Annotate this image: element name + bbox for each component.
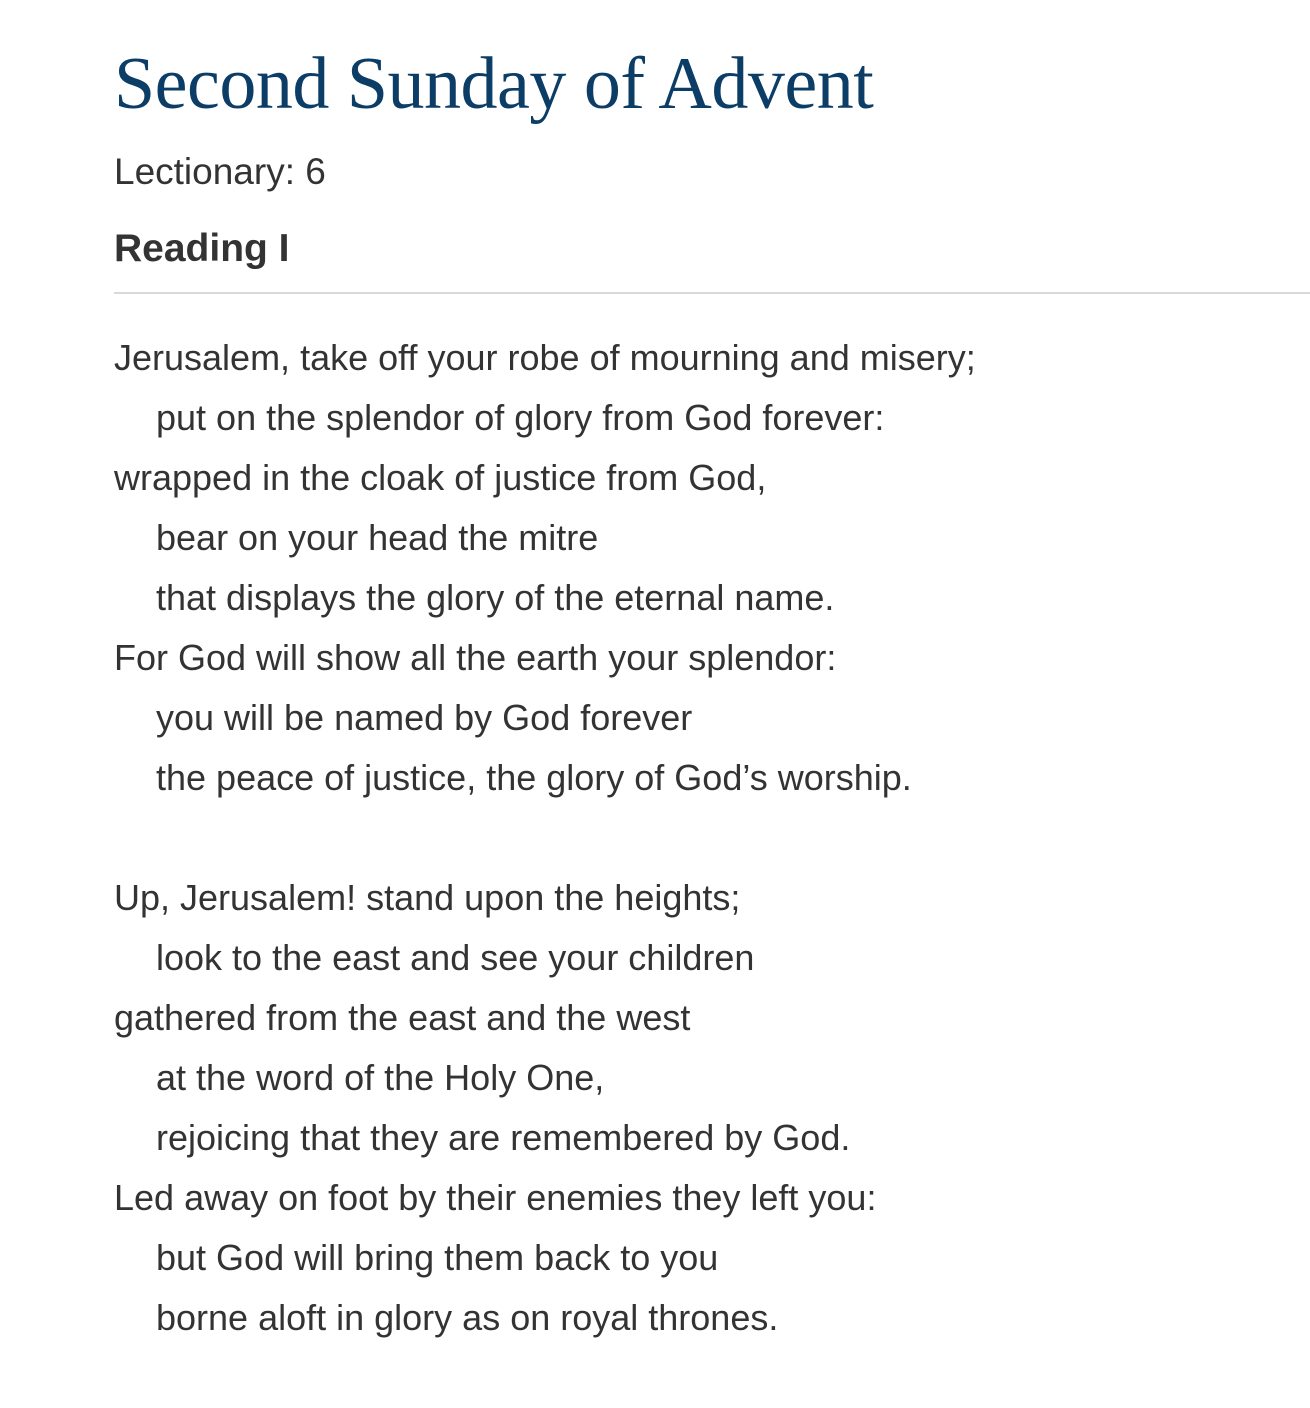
verse-line: look to the east and see your children: [156, 937, 755, 978]
verse-line: bear on your head the mitre: [156, 517, 599, 558]
verse-line: Led away on foot by their enemies they left you:: [114, 1177, 877, 1218]
verse-line: Jerusalem, take off your robe of mourning and misery;: [114, 337, 976, 378]
lectionary-number: Lectionary: 6: [114, 151, 326, 192]
verse-line: borne aloft in glory as on royal thrones.: [156, 1297, 779, 1338]
verse-line: put on the splendor of glory from God forever:: [156, 397, 885, 438]
verse-line: at the word of the Holy One,: [156, 1057, 605, 1098]
verse-line: the peace of justice, the glory of God’s worship.: [156, 757, 912, 798]
verse-line: but God will bring them back to you: [156, 1237, 719, 1278]
verse-line: gathered from the east and the west: [114, 997, 691, 1038]
verse-line: Up, Jerusalem! stand upon the heights;: [114, 877, 741, 918]
page-title: Second Sunday of Advent: [114, 43, 874, 125]
verse-line: rejoicing that they are remembered by God.: [156, 1117, 851, 1158]
stanza: [114, 328, 1310, 808]
verse-line: wrapped in the cloak of justice from God,: [114, 457, 767, 498]
stanza: [114, 868, 1310, 1348]
reading-text: [114, 328, 1310, 1408]
verse-line: that displays the glory of the eternal name.: [156, 577, 835, 618]
section-divider: [114, 292, 1310, 294]
section-heading: Reading I: [114, 227, 290, 270]
verse-line: For God will show all the earth your splendor:: [114, 637, 837, 678]
verse-line: you will be named by God forever: [156, 697, 693, 738]
